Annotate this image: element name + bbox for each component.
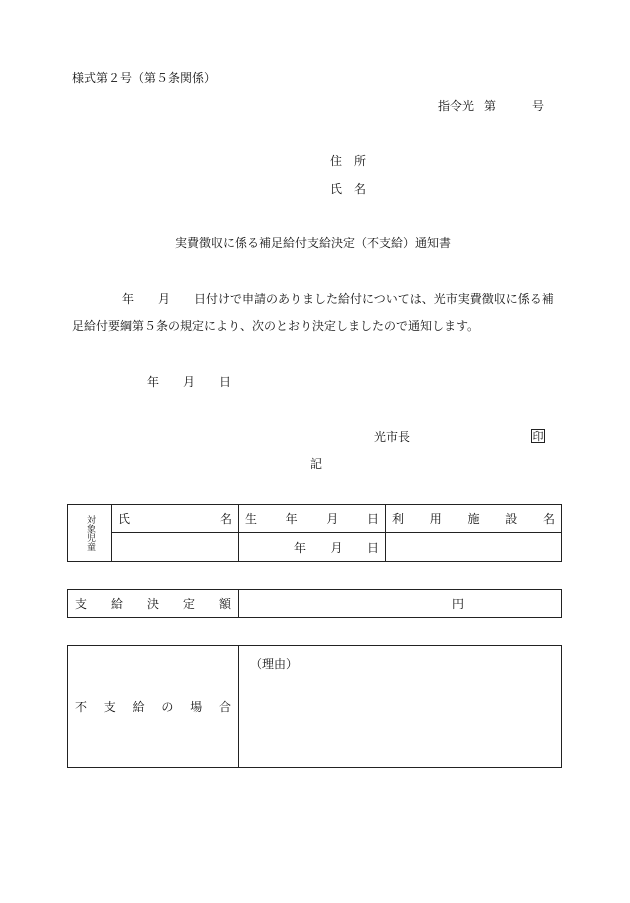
amount-label-0: 支 [75, 597, 88, 611]
amount-label-cell [68, 590, 239, 618]
name-value-cell [112, 533, 239, 562]
amount-unit: 円 [451, 597, 464, 611]
seal-box: 印 [532, 430, 544, 443]
name-header-cell [112, 505, 239, 533]
form-label: 様式第２号（第５条関係） [72, 71, 217, 85]
birth-header-3: 日 [366, 512, 379, 526]
date-day: 日 [219, 375, 232, 389]
ki-label: 記 [310, 457, 323, 471]
name-header-0: 氏 [118, 512, 131, 526]
issuer-title: 光市長 [374, 430, 411, 444]
facility-header-3: 設 [505, 512, 518, 526]
refusal-label-0: 不 [75, 700, 88, 714]
facility-header-0: 利 [392, 512, 405, 526]
refusal-label-2: 給 [132, 700, 145, 714]
facility-header-1: 用 [429, 512, 442, 526]
refusal-reason-label: （理由） [250, 657, 299, 671]
body-line-1 [122, 293, 554, 305]
body-line-2: 足給付要綱第５条の規定により、次のとおり決定しましたので通知します。 [72, 319, 480, 333]
birth-header-0: 生 [245, 512, 258, 526]
amount-value-cell [239, 590, 562, 618]
amount-label-4: 額 [218, 597, 231, 611]
date-month: 月 [183, 375, 196, 389]
body-year: 年 [122, 292, 135, 306]
facility-header-cell [386, 505, 562, 533]
facility-value-cell [386, 533, 562, 562]
name-header-1: 名 [219, 512, 232, 526]
date-year: 年 [147, 375, 160, 389]
birth-header-cell [239, 505, 386, 533]
refusal-table [67, 645, 562, 768]
document-number [438, 100, 544, 112]
date-line [147, 376, 231, 388]
document-number-go: 号 [532, 99, 545, 113]
document-number-dai: 第 [484, 99, 497, 113]
amount-label-2: 決 [146, 597, 159, 611]
document-number-prefix: 指令光 [438, 99, 475, 113]
amount-label-3: 定 [182, 597, 195, 611]
refusal-label-1: 支 [103, 700, 116, 714]
birth-value-cell [239, 533, 386, 562]
refusal-label-5: 合 [218, 700, 231, 714]
document-title: 実費徴収に係る補足給付支給決定（不支給）通知書 [175, 236, 452, 250]
name-label: 氏 名 [330, 182, 367, 196]
birth-value-day: 日 [366, 540, 379, 555]
children-side-label-cell [68, 505, 112, 562]
birth-header-2: 月 [326, 512, 339, 526]
facility-header-2: 施 [467, 512, 480, 526]
amount-table [67, 589, 562, 618]
refusal-label-4: 場 [190, 700, 203, 714]
birth-header-1: 年 [285, 512, 298, 526]
birth-value-month: 月 [330, 540, 343, 555]
children-table [67, 504, 562, 562]
body-month: 月 [158, 292, 171, 306]
body-line-1-rest: 日付けで申請のありました給付については、光市実費徴収に係る補 [194, 292, 554, 306]
refusal-label-3: の [161, 700, 174, 714]
refusal-label-cell [68, 646, 239, 768]
children-side-label: 対象児童 [85, 515, 95, 551]
amount-label-1: 給 [110, 597, 123, 611]
birth-value-year: 年 [294, 540, 307, 555]
facility-header-4: 名 [542, 512, 555, 526]
refusal-reason-cell [239, 646, 562, 768]
address-label: 住 所 [330, 154, 367, 168]
